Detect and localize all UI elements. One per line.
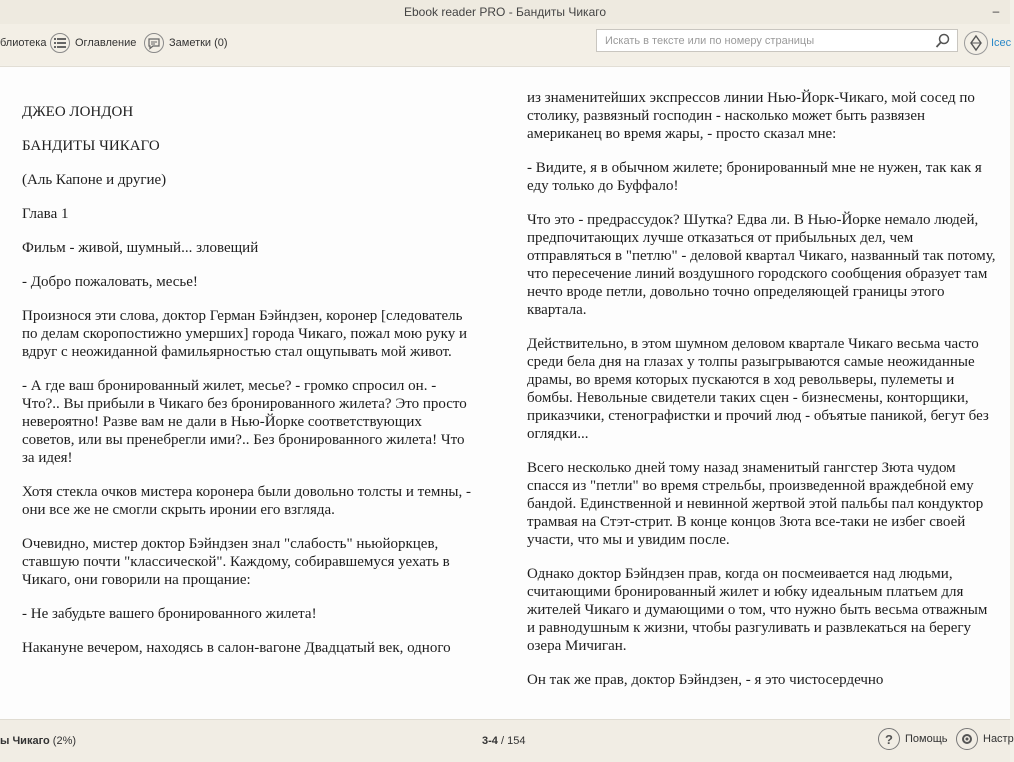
paragraph: БАНДИТЫ ЧИКАГО xyxy=(22,138,160,154)
paragraph: - А где ваш бронированный жилет, месье? - громко спросил он. - Что?.. Вы прибыли в Чикаго без бронированного жилета? Это просто невероятно! Разве вам не дали в Нью-Йорке соответствующих советов, или вы пренебрегли ими?.. Без бронированного жилета! Что за идея! xyxy=(22,378,467,466)
total-pages: / 154 xyxy=(500,735,526,747)
book-spread[interactable] xyxy=(0,66,1010,720)
paragraph: Всего несколько дней тому назад знаменитый гангстер Зюта чудом спасся из "петли" во время стрельбы, произведенной враждебной ему бандой. Единственной и невинной жертвой этой пальбы пал кондуктор трамвая на Стэт-стрит. В конце концов Зюта все-таки не избег своей участи, что мы и увидим после. xyxy=(527,460,984,548)
search-box xyxy=(596,29,958,52)
paragraph: Фильм - живой, шумный... зловещий xyxy=(22,240,259,256)
settings-button[interactable] xyxy=(956,728,1014,750)
book-title: ы Чикаго xyxy=(0,735,50,747)
gear-icon xyxy=(956,728,978,750)
notes-icon xyxy=(144,33,164,53)
window-titlebar xyxy=(0,0,1010,24)
paragraph: Действительно, в этом шумном деловом квартале Чикаго весьма часто среди бела дня на глазах у толпы разыгрываются самые неожиданные драмы, во время которых пускаются в ход револьверы, пулеметы и бомбы. Невольные свидетели таких сцен - бизнесмены, конторщики, приказчики, стенографистки и прочий люд - объятые паникой, бегут без оглядки... xyxy=(527,336,989,442)
search-icon[interactable] xyxy=(935,33,951,49)
toc-label: Оглавление xyxy=(75,37,137,49)
paragraph: из знаменитейших экспрессов линии Нью-Йорк-Чикаго, мой сосед по столику, развязный господин - насколько может быть развязен американец во время жары, - просто сказал мне: xyxy=(527,90,975,142)
account-icon xyxy=(964,31,988,55)
library-label: блиотека xyxy=(0,37,47,49)
paragraph: - Не забудьте вашего бронированного жилета! xyxy=(22,606,317,622)
paragraph: Произнося эти слова, доктор Герман Бэйндзен, коронер [следователь по делам скоропостижно умерших] города Чикаго, пожал мою руку и вдруг с неожиданной фамильярностью стал ощупывать мой живот. xyxy=(22,308,467,360)
paragraph: - Добро пожаловать, месье! xyxy=(22,274,198,290)
page-indicator[interactable] xyxy=(482,735,525,747)
paragraph: Он так же прав, доктор Бэйндзен, - я это чистосердечно xyxy=(527,672,884,688)
paragraph: Глава 1 xyxy=(22,206,69,222)
account-label: Icec xyxy=(991,37,1012,49)
account-button[interactable] xyxy=(964,30,1011,56)
statusbar xyxy=(0,719,1014,762)
paragraph: Однако доктор Бэйндзен прав, когда он посмеивается над людьми, считающими бронированный жилет и юбку идеальным платьем для жителей Чикаго и думающими о том, что нужно быть весьма отважным и равнодушным к жизни, чтобы разгуливать и развлекаться на берегу озера Мичиган. xyxy=(527,566,988,654)
current-pages: 3-4 xyxy=(482,735,498,747)
notes-button[interactable] xyxy=(144,30,228,56)
window-title: Ebook reader PRO - Бандиты Чикаго xyxy=(403,5,607,19)
help-label: Помощь xyxy=(905,733,948,745)
settings-label: Настр xyxy=(983,733,1014,745)
help-icon: ? xyxy=(878,728,900,750)
search-input[interactable] xyxy=(597,30,935,51)
right-page xyxy=(527,89,997,705)
notes-label: Заметки (0) xyxy=(169,37,228,49)
toc-button[interactable] xyxy=(50,30,136,56)
book-info xyxy=(0,735,76,747)
minimize-button[interactable]: – xyxy=(992,4,1000,18)
paragraph: Накануне вечером, находясь в салон-вагоне Двадцатый век, одного xyxy=(22,640,451,656)
paragraph: - Видите, я в обычном жилете; бронированный мне не нужен, так как я еду только до Буффало! xyxy=(527,160,982,194)
toolbar xyxy=(0,24,1010,65)
list-icon xyxy=(50,33,70,53)
left-page xyxy=(22,103,472,673)
paragraph: ДЖЕО ЛОНДОН xyxy=(22,104,134,120)
help-button[interactable] xyxy=(878,728,948,750)
paragraph: (Аль Капоне и другие) xyxy=(22,172,167,188)
library-button[interactable] xyxy=(0,30,46,56)
book-progress: (2%) xyxy=(52,735,77,747)
paragraph: Хотя стекла очков мистера коронера были довольно толсты и темны, - они все же не смогли скрыть иронии его взгляда. xyxy=(22,484,471,518)
paragraph: Очевидно, мистер доктор Бэйндзен знал "слабость" ньюйоркцев, ставшую почти "классической". Каждому, собиравшемуся уехать в Чикаго, они говорили на прощание: xyxy=(22,536,450,588)
paragraph: Что это - предрассудок? Шутка? Едва ли. В Нью-Йорке немало людей, предпочитающих лучше отказаться от прибыльных дел, чем отправляться в "петлю" - деловой квартал Чикаго, названный так потому, что пересечение линий воздушного городского сообщения образует там нечто вроде петли, довольно точно определяющей границы этого квартала. xyxy=(527,212,996,318)
